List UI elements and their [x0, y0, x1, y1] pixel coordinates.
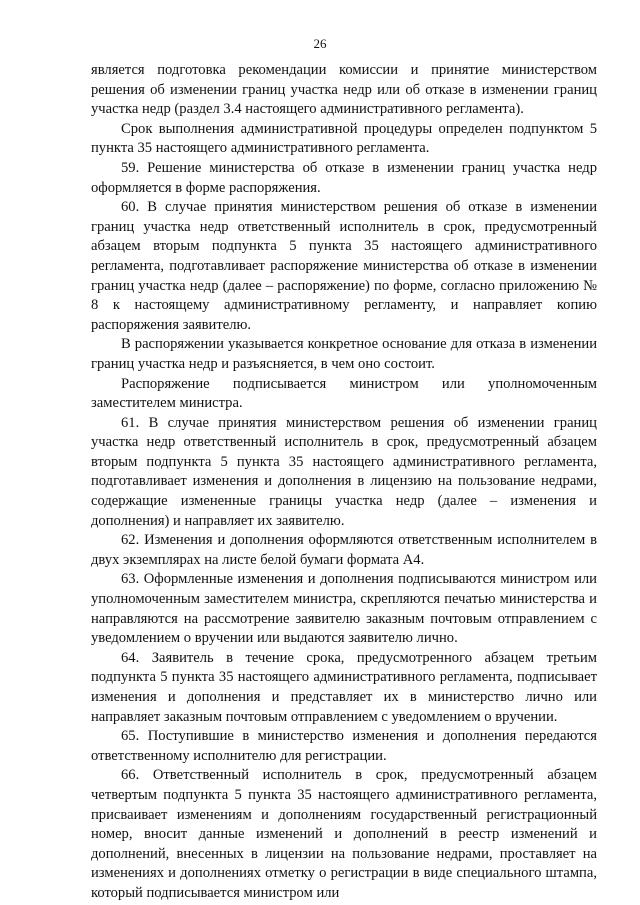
paragraph-signing: Распоряжение подписывается министром или уполномоченным заместителем министра.: [91, 375, 597, 412]
paragraph-continuation: является подготовка рекомендации комиссии и принятие министерством решения об изменении границ участка недр или об отказе в изменении границ участка недр (раздел 3.4 настоящего административного регламента).: [91, 62, 597, 118]
paragraph-66: 66. Ответственный исполнитель в срок, предусмотренный абзацем четвертым подпункта 5 пункта 35 настоящего административного регламента, присваивает изменениям и дополнениям государственный регистрационный номер, вносит данные изменений и дополнений в реестр изменений и дополнений, внесенных в лицензии на пользование недрами, проставляет на изменениях и дополнениях отметку о регистрации в виде специального штампа, который подписывается министром или: [91, 767, 597, 901]
document-body: [91, 61, 597, 904]
paragraph-deadline: Срок выполнения административной процедуры определен подпунктом 5 пункта 35 настоящего административного регламента.: [91, 120, 597, 157]
paragraph-64: 64. Заявитель в течение срока, предусмотренного абзацем третьим подпункта 5 пункта 35 настоящего административного регламента, подписывает изменения и дополнения и представляет их в министерство лично или направляет заказным почтовым отправлением с уведомлением о вручении.: [91, 649, 597, 725]
paragraph-60: 60. В случае принятия министерством решения об отказе в изменении границ участка недр ответственный исполнитель в срок, предусмотренный абзацем вторым подпункта 5 пункта 35 настоящего административного регламента, подготавливает распоряжение министерства об отказе в изменении границ участка недр (далее – распоряжение) по форме, согласно приложению № 8 к настоящему административному регламенту, и направляет копию распоряжения заявителю.: [91, 199, 597, 333]
page-number: 26: [313, 36, 327, 51]
paragraph-refusal-grounds: В распоряжении указывается конкретное основание для отказа в изменении границ участка недр и разъясняется, в чем оно состоит.: [91, 336, 597, 372]
paragraph-59: 59. Решение министерства об отказе в изменении границ участка недр оформляется в форме распоряжения.: [91, 159, 597, 196]
paragraph-65: 65. Поступившие в министерство изменения и дополнения передаются ответственному исполнителю для регистрации.: [91, 728, 597, 764]
paragraph-62: 62. Изменения и дополнения оформляются ответственным исполнителем в двух экземплярах на листе белой бумаги формата А4.: [91, 532, 597, 568]
paragraph-61: 61. В случае принятия министерством решения об изменении границ участка недр ответственный исполнитель в срок, предусмотренный абзацем вторым подпункта 5 пункта 35 настоящего административного регламента, подготавливает изменения и дополнения в лицензию на пользование недрами, содержащие измененные границы участка недр (далее – изменения и дополнения) и направляет их заявителю.: [91, 414, 597, 529]
paragraph-63: 63. Оформленные изменения и дополнения подписываются министром или уполномоченным заместителем министра, скрепляются печатью министерства и направляются на рассмотрение заявителю заказным почтовым отправлением с уведомлением о вручении или выдаются заявителю лично.: [91, 571, 597, 647]
